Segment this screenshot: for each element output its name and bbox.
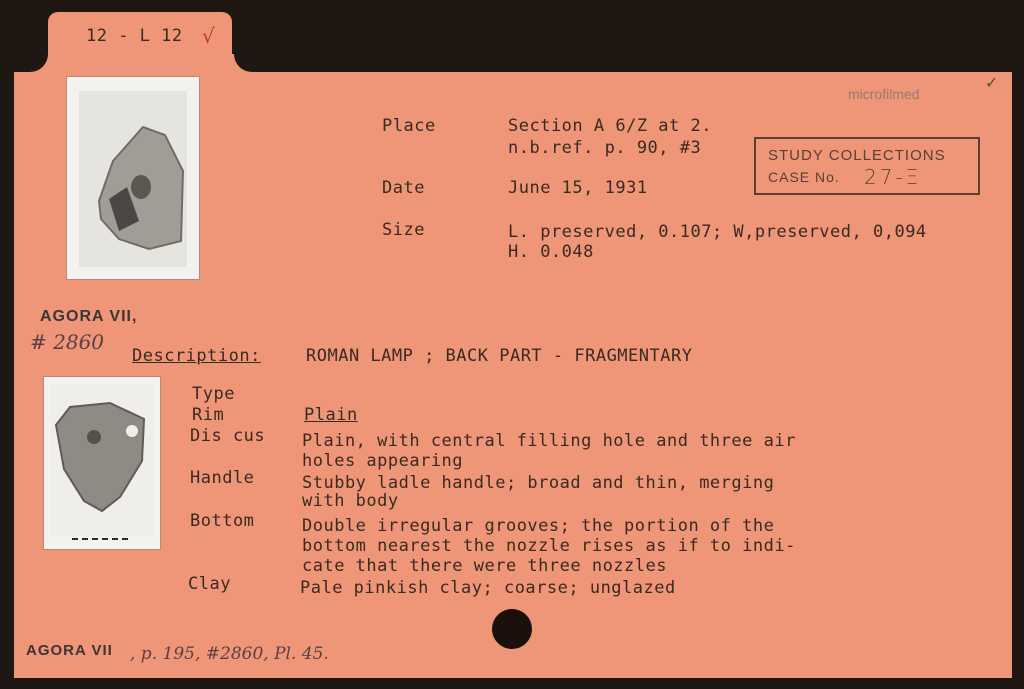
size-label: Size bbox=[382, 220, 425, 240]
detail-value-bottom-3: cate that there were three nozzles bbox=[302, 556, 667, 576]
detail-value-handle-1: Stubby ladle handle; broad and thin, merging bbox=[302, 473, 775, 493]
detail-value-bottom-2: bottom nearest the nozzle rises as if to indi- bbox=[302, 536, 796, 556]
detail-label-rim: Rim bbox=[192, 405, 225, 425]
date-value: June 15, 1931 bbox=[508, 178, 648, 198]
size-value-line2: H. 0.048 bbox=[508, 242, 594, 262]
detail-label-handle: Handle bbox=[190, 468, 255, 488]
scale-bar bbox=[72, 538, 128, 540]
detail-value-handle-2: with body bbox=[302, 491, 399, 511]
description-value: ROMAN LAMP ; BACK PART - FRAGMENTARY bbox=[306, 346, 693, 366]
agora-reference: AGORA VII, bbox=[40, 308, 138, 325]
lamp-photo-top bbox=[66, 76, 200, 280]
lamp-photo-bottom bbox=[43, 376, 161, 550]
stamp-case-number: 27-Ξ bbox=[864, 165, 922, 189]
microfilmed-checkmark: ✓ bbox=[986, 72, 997, 93]
tab-checkmark: √ bbox=[202, 24, 215, 48]
detail-value-rim: Plain bbox=[304, 405, 358, 425]
place-label: Place bbox=[382, 116, 436, 136]
description-label: Description: bbox=[132, 346, 261, 366]
detail-label-bottom: Bottom bbox=[190, 511, 255, 531]
lamp-underside-image bbox=[50, 385, 154, 535]
punch-hole bbox=[492, 609, 532, 649]
detail-value-discus-1: Plain, with central filling hole and three air bbox=[302, 431, 796, 451]
study-collections-stamp bbox=[754, 137, 980, 195]
footer-agora: AGORA VII bbox=[26, 642, 113, 659]
lamp-fragment-image bbox=[79, 91, 187, 267]
date-label: Date bbox=[382, 178, 425, 198]
detail-label-type: Type bbox=[192, 384, 235, 404]
place-value-line1: Section A 6/Z at 2. bbox=[508, 116, 712, 136]
size-value-line1: L. preserved, 0.107; W,preserved, 0,094 bbox=[508, 222, 927, 242]
handwritten-number: # 2860 bbox=[30, 330, 105, 354]
stamp-case-label: CASE No. bbox=[768, 169, 840, 185]
detail-value-discus-2: holes appearing bbox=[302, 451, 464, 471]
detail-value-bottom-1: Double irregular grooves; the portion of the bbox=[302, 516, 775, 536]
stamp-title: STUDY COLLECTIONS bbox=[768, 147, 946, 164]
detail-label-discus: Dis cus bbox=[190, 426, 266, 446]
detail-value-clay: Pale pinkish clay; coarse; unglazed bbox=[300, 578, 676, 598]
place-value-line2: n.b.ref. p. 90, #3 bbox=[508, 138, 702, 158]
footer-reference: , p. 195, #2860, Pl. 45. bbox=[130, 644, 329, 664]
catalog-number: 12 - L 12 bbox=[86, 26, 183, 46]
detail-label-clay: Clay bbox=[188, 574, 231, 594]
microfilmed-stamp: microfilmed bbox=[848, 86, 920, 102]
